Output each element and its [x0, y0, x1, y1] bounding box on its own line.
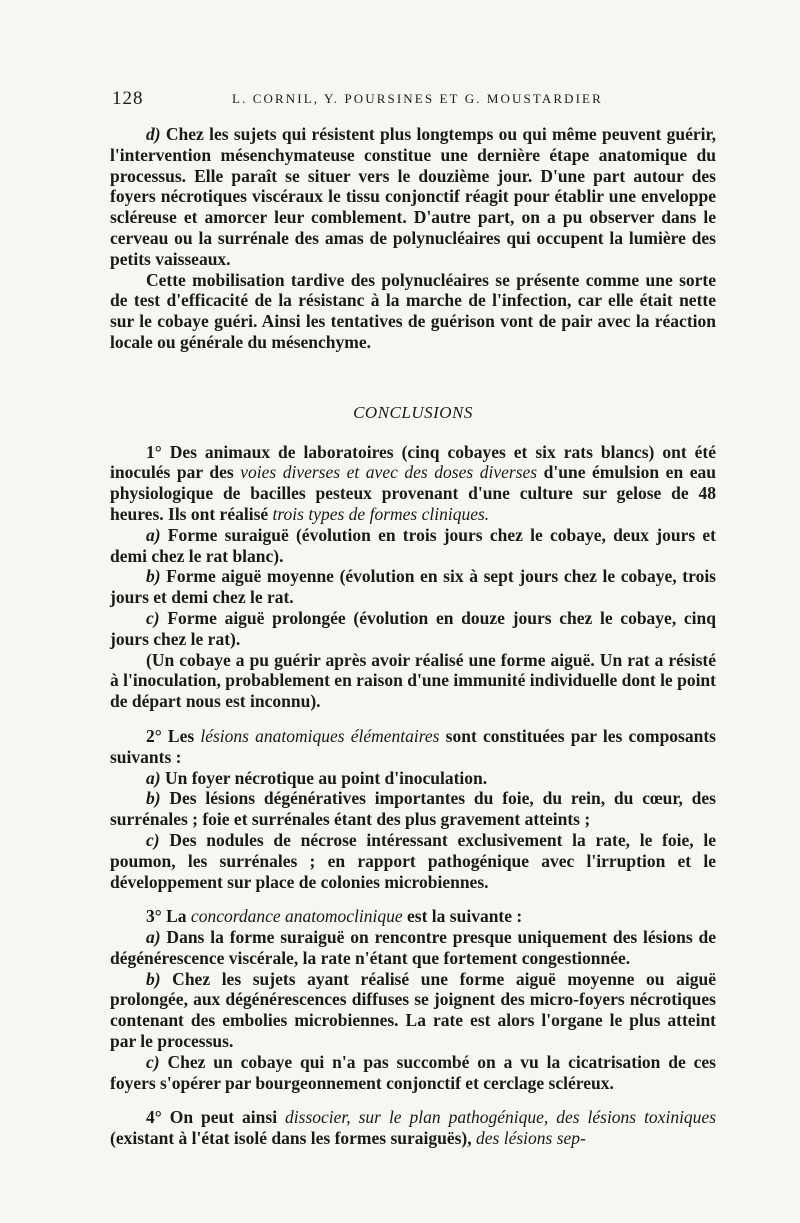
page-number: 128 — [112, 88, 144, 109]
item-text: Chez les sujets qui résistent plus longtemps ou qui même peuvent guérir, l'intervention mésenchymateuse constitue une dernière étape anatomique du processus. Elle paraît se situer vers le douzième jour. D'une part autour des foyers nécrotiques viscéraux le tissu conjonctif réagit pour établir une enveloppe scléreuse et amorcer leur comblement. D'autre part, on a pu observer dans le cerveau ou la surrénale des amas de polynucléaires qui occupent la lumière des petits vaisseaux. — [110, 124, 716, 269]
body-text — [110, 124, 716, 1149]
conclusion-3-item-a: a) Dans la forme suraiguë on rencontre presque uniquement des lésions de dégénérescence viscérale, la rate n'étant que fortement congestionnée. — [110, 927, 716, 968]
conclusion-3-item-b: b) Chez les sujets ayant réalisé une forme aiguë moyenne ou aiguë prolongée, aux dégénérescences diffuses se joignent des micro-foyers nécrotiques contenant des embolies microbiennes. La rate est alors l'organe le plus atteint par le processus. — [110, 968, 716, 1052]
conclusion-1: 1° Des animaux de laboratoires (cinq cobayes et six rats blancs) ont été inoculés par des voies diverses et avec des doses diverses d'une émulsion en eau physiologique de bacilles pesteux provenant d'une culture sur gelose de 48 heures. Ils ont réalisé trois types de formes cliniques. — [110, 441, 716, 524]
paragraph-d — [110, 124, 716, 270]
item-label: d) — [146, 124, 161, 144]
conclusion-3-item-c: c) Chez un cobaye qui n'a pas succombé on a vu la cicatrisation de ces foyers s'opérer par bourgeonnement conjonctif et cerclage scléreux. — [110, 1051, 716, 1093]
conclusion-1-note: (Un cobaye a pu guérir après avoir réalisé une forme aiguë. Un rat a résisté à l'inoculation, probablement en raison d'une immunité individuelle dont le point de départ nous est inconnu). — [110, 649, 716, 712]
conclusion-3: 3° La concordance anatomoclinique est la suivante : — [146, 906, 523, 927]
conclusion-1-item-c: c) Forme aiguë prolongée (évolution en douze jours chez le cobaye, cinq jours chez le rat). — [110, 607, 716, 649]
conclusion-2: 2° Les lésions anatomiques élémentaires sont constituées par les composants suivants : — [110, 725, 716, 767]
section-title: CONCLUSIONS — [353, 402, 473, 422]
page-header — [112, 88, 716, 110]
conclusion-2-item-c: c) Des nodules de nécrose intéressant exclusivement la rate, le foie, le poumon, les surrénales ; en rapport pathogénique avec l'irruption et le développement sur place de colonies microbiennes. — [110, 829, 716, 892]
running-title: L. CORNIL, Y. POURSINES ET G. MOUSTARDIER — [232, 91, 603, 106]
conclusion-4: 4° On peut ainsi dissocier, sur le plan pathogénique, des lésions toxiniques (existant à l'état isolé dans les formes suraiguës), des lésions sep- — [110, 1107, 717, 1149]
conclusion-2-item-a: a) Un foyer nécrotique au point d'inoculation. — [146, 767, 488, 788]
conclusion-1-item-b: b) Forme aiguë moyenne (évolution en six à sept jours chez le cobaye, trois jours et demi chez le rat. — [110, 566, 716, 608]
paragraph-mobilisation: Cette mobilisation tardive des polynucléaires se présente comme une sorte de test d'efficacité de la résistanc à la marche de l'infection, car elle était nette sur le cobaye guéri. Ainsi les tentatives de guérison vont de pair avec la réaction locale ou générale du mésenchyme. — [110, 269, 716, 352]
conclusion-1-item-a: a) Forme suraiguë (évolution en trois jours chez le cobaye, deux jours et demi chez le rat blanc). — [110, 524, 716, 566]
conclusion-2-item-b: b) Des lésions dégénératives importantes du foie, du rein, du cœur, des surrénales ; foie et surrénales étant des plus gravement atteints ; — [110, 788, 716, 830]
